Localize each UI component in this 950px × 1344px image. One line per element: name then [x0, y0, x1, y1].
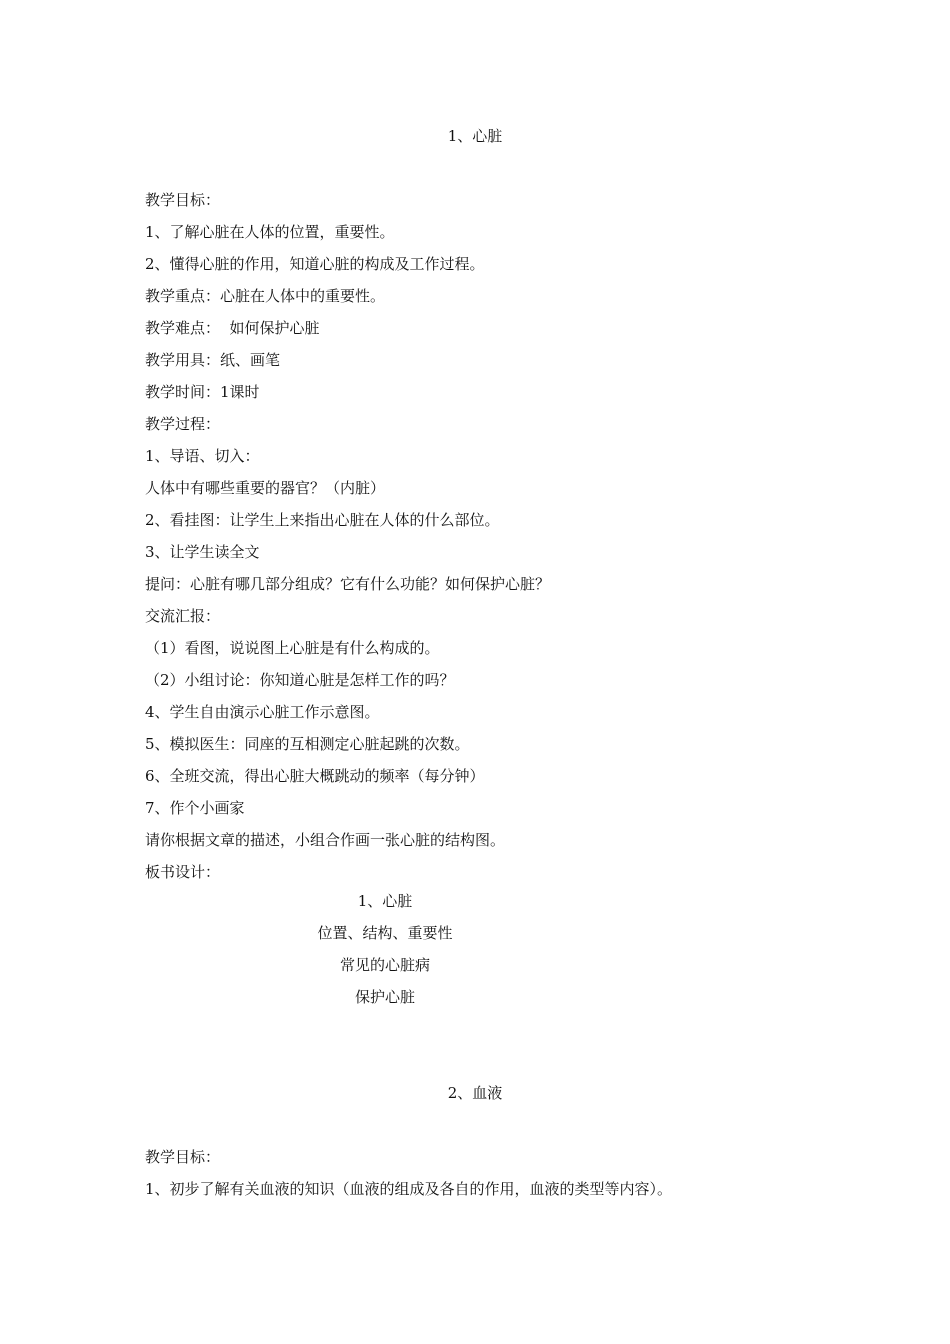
text-line: （1）看图，说说图上心脏是有什么构成的。 [145, 639, 440, 657]
text-line: 6、全班交流，得出心脏大概跳动的频率（每分钟） [145, 767, 485, 785]
text-line: 7、作个小画家 [145, 799, 245, 817]
text-line: 1、了解心脏在人体的位置，重要性。 [145, 223, 395, 241]
text-line: 教学过程： [145, 415, 221, 433]
blackboard-design [0, 891, 770, 1019]
section-title-blood: 2、血液 [447, 1084, 503, 1102]
text-line: 教学目标： [145, 191, 221, 209]
text-line: 交流汇报： [145, 607, 221, 625]
text-line: 教学难点： 如何保护心脏 [145, 319, 320, 337]
board-line: 1、心脏 [357, 892, 413, 910]
text-line: 板书设计： [145, 863, 221, 881]
text-line: 2、看挂图：让学生上来指出心脏在人体的什么部位。 [145, 511, 500, 529]
text-line: （2）小组讨论：你知道心脏是怎样工作的吗？ [145, 671, 455, 689]
board-line: 位置、结构、重要性 [317, 924, 453, 942]
text-line: 教学时间：1课时 [145, 383, 260, 401]
text-line: 请你根据文章的描述，小组合作画一张心脏的结构图。 [145, 831, 506, 849]
text-line: 教学目标： [145, 1148, 221, 1166]
text-line: 教学重点：心脏在人体中的重要性。 [145, 287, 386, 305]
text-line: 2、懂得心脏的作用，知道心脏的构成及工作过程。 [145, 255, 485, 273]
section-title-heart: 1、心脏 [447, 127, 503, 145]
text-line: 人体中有哪些重要的器官？（内脏） [145, 479, 386, 497]
text-line: 3、让学生读全文 [145, 543, 260, 561]
text-line: 5、模拟医生：同座的互相测定心脏起跳的次数。 [145, 735, 470, 753]
lesson-plan-heart [145, 190, 845, 894]
text-line: 提问：心脏有哪几部分组成？它有什么功能？如何保护心脏？ [145, 575, 551, 593]
board-line: 常见的心脏病 [339, 956, 430, 974]
text-line: 1、导语、切入： [145, 447, 260, 465]
text-line: 4、学生自由演示心脏工作示意图。 [145, 703, 380, 721]
lesson-plan-blood [145, 1147, 845, 1211]
text-line: 1、初步了解有关血液的知识（血液的组成及各自的作用，血液的类型等内容）。 [145, 1180, 673, 1198]
board-line: 保护心脏 [354, 988, 415, 1006]
text-line: 教学用具：纸、画笔 [145, 351, 281, 369]
